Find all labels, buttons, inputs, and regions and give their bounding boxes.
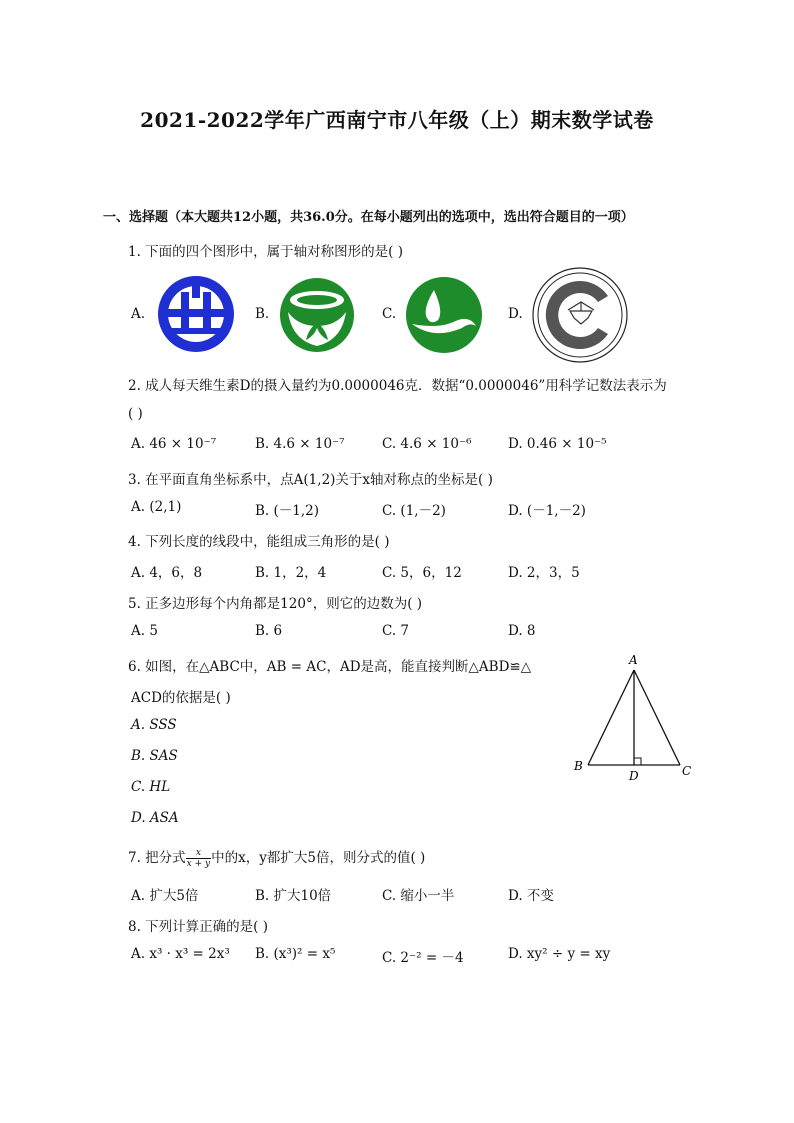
- q6-option-a: A. SSS: [131, 717, 177, 733]
- question-5-stem: 5. 正多边形每个内角都是120°，则它的边数为( ): [128, 596, 423, 612]
- q7-option-d: D. 不变: [508, 888, 554, 904]
- question-7-stem-post: 中的x，y都扩大5倍，则分式的值( ): [211, 850, 426, 866]
- q7-option-b: B. 扩大10倍: [255, 888, 332, 904]
- question-2-stem-line-1: 2. 成人每天维生素D的摄入量约为0.0000046克．数据“0.0000046”用科学记数法表示为: [128, 378, 667, 394]
- q6-option-c: C. HL: [131, 779, 171, 795]
- q1-label-a: A.: [131, 306, 146, 322]
- question-1-stem: 1. 下面的四个图形中，属于轴对称图形的是( ): [128, 244, 403, 260]
- q8-option-a: A. x³ · x³ = 2x³: [131, 946, 230, 962]
- fraction-numerator: x: [186, 848, 211, 859]
- q7-option-a: A. 扩大5倍: [131, 888, 199, 904]
- q6-option-d: D. ASA: [131, 810, 179, 826]
- page-title: 2021-2022学年广西南宁市八年级（上）期末数学试卷: [140, 108, 654, 132]
- question-7-stem-pre: 7. 把分式: [128, 850, 186, 866]
- q1-label-d: D.: [508, 306, 523, 322]
- side-ab: [588, 670, 634, 765]
- q4-option-b: B. 1，2，4: [255, 565, 327, 581]
- question-7-stem: [128, 846, 425, 869]
- green-leaf-emblem-icon: [278, 276, 356, 354]
- q6-option-b: B. SAS: [131, 748, 178, 764]
- q3-option-b: B. (－1,2): [255, 503, 320, 519]
- q7-option-c: C. 缩小一半: [382, 888, 455, 904]
- q1-label-b: B.: [255, 306, 270, 322]
- vertex-label-b: B: [574, 759, 583, 773]
- question-3-stem: 3. 在平面直角坐标系中，点A(1,2)关于x轴对称点的坐标是( ): [128, 472, 493, 488]
- q5-option-b: B. 6: [255, 623, 283, 639]
- q8-option-b: B. (x³)² = x⁵: [255, 946, 336, 962]
- side-ac: [634, 670, 680, 765]
- triangle-abc-figure: [568, 652, 698, 787]
- green-water-drop-emblem-icon: [404, 276, 484, 354]
- q5-option-a: A. 5: [131, 623, 158, 639]
- question-2-stem-line-2: ( ): [128, 406, 143, 422]
- q5-option-c: C. 7: [382, 623, 410, 639]
- q3-option-c: C. (1,－2): [382, 503, 446, 519]
- question-4-stem: 4. 下列长度的线段中，能组成三角形的是( ): [128, 534, 390, 550]
- foot-label-d: D: [629, 769, 639, 783]
- q2-option-c: C. 4.6 × 10⁻⁶: [382, 436, 472, 452]
- q2-option-b: B. 4.6 × 10⁻⁷: [255, 436, 345, 452]
- q2-option-a: A. 46 × 10⁻⁷: [131, 436, 217, 452]
- q2-option-d: D. 0.46 × 10⁻⁵: [508, 436, 607, 452]
- question-6-stem-line-2: ACD的依据是( ): [131, 690, 231, 706]
- q8-option-d: D. xy² ÷ y = xy: [508, 946, 611, 962]
- q3-option-a: A. (2,1): [131, 499, 182, 515]
- q8-option-c: C. 2⁻² = －4: [382, 950, 464, 966]
- question-8-stem: 8. 下列计算正确的是( ): [128, 919, 268, 935]
- blue-circle-emblem-icon: [156, 274, 236, 354]
- q5-option-d: D. 8: [508, 623, 536, 639]
- q4-option-d: D. 2，3，5: [508, 565, 580, 581]
- fraction-denominator: x + y: [186, 859, 211, 869]
- vertex-label-a: A: [629, 653, 638, 667]
- q4-option-c: C. 5，6，12: [382, 565, 462, 581]
- q4-option-a: A. 4，6，8: [131, 565, 203, 581]
- gray-c-emblem-icon: [530, 266, 630, 364]
- right-angle-mark: [634, 758, 641, 765]
- vertex-label-c: C: [682, 764, 692, 778]
- q1-label-c: C.: [382, 306, 397, 322]
- section-heading: 一、选择题（本大题共12小题，共36.0分。在每小题列出的选项中，选出符合题目的一项）: [103, 210, 634, 225]
- q3-option-d: D. (－1,－2): [508, 503, 586, 519]
- question-6-stem-line-1: 6. 如图，在△ABC中，AB = AC，AD是高，能直接判断△ABD≌△: [128, 659, 532, 675]
- fraction-x-over-x-plus-y: [186, 848, 211, 869]
